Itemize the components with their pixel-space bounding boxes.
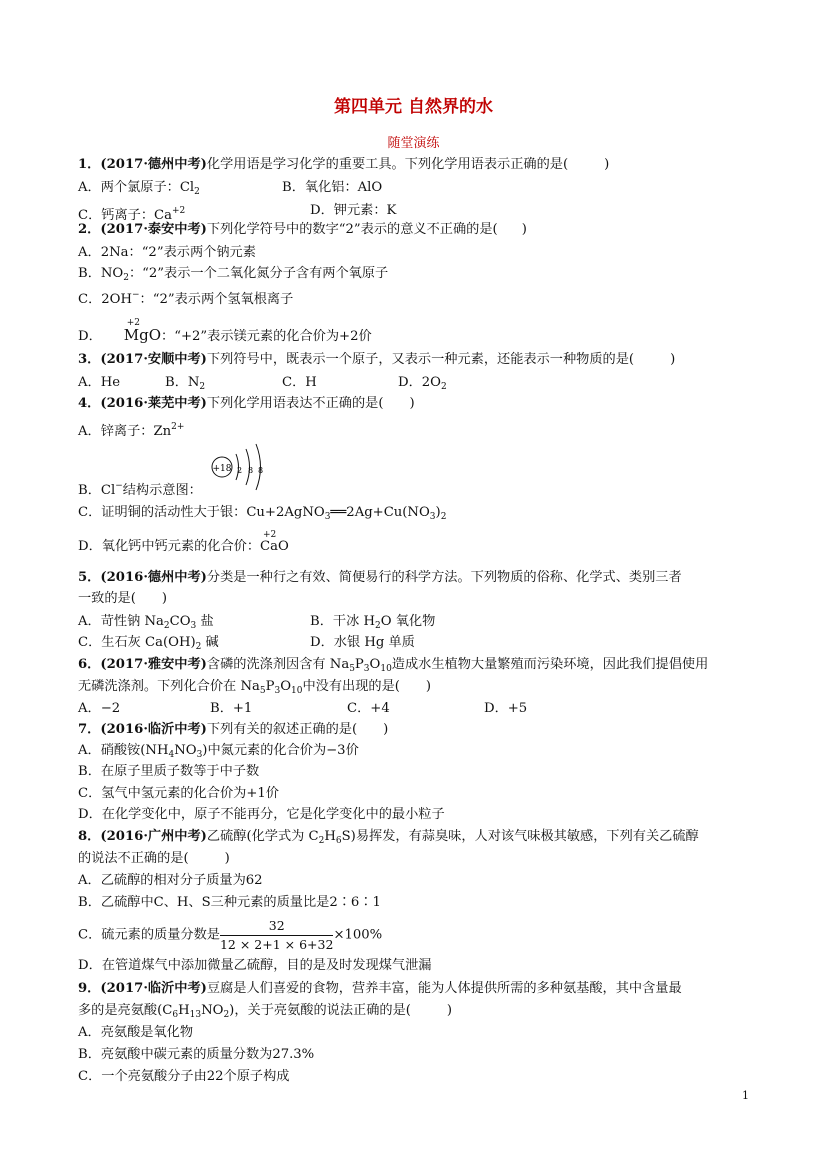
q8-option-d[interactable]: D．在管道煤气中添加微量乙硫醇，目的是及时发现煤气泄漏 — [78, 958, 432, 973]
shell-1-electrons: 2 — [237, 466, 243, 475]
question-4-stem: 4．(2016·莱芜中考)下列化学用语表达不正确的是( ) — [78, 396, 415, 411]
page-title: 第四单元 自然界的水 — [334, 97, 493, 117]
q5-option-d[interactable]: D．水银 Hg 单质 — [310, 635, 415, 650]
q7-option-b[interactable]: B．在原子里质子数等于中子数 — [78, 764, 260, 779]
q1-option-d[interactable]: D．钾元素：K — [310, 203, 397, 218]
question-5-stem: 5．(2016·德州中考)分类是一种行之有效、简便易行的科学方法。下列物质的俗称、化学式、类别三者 — [78, 570, 682, 585]
question-2-stem: 2．(2017·泰安中考)下列化学符号中的数字“2”表示的意义不正确的是( ) — [78, 222, 527, 237]
q3-option-b[interactable]: B．$N_2$ — [165, 375, 206, 392]
q6-option-c[interactable]: C．+4 — [347, 701, 390, 716]
q9-option-c[interactable]: C．一个亮氨酸分子由22个原子构成 — [78, 1069, 290, 1084]
q4-option-b[interactable]: B．Cl−结构示意图： — [78, 481, 202, 498]
question-8-stem-line2: 的说法不正确的是( ) — [78, 851, 230, 866]
q8-option-b[interactable]: B．乙硫醇中C、H、S三种元素的质量比是2∶6∶1 — [78, 895, 381, 910]
q4-option-a[interactable]: A．锌离子：$Zn^{2+}$ — [78, 422, 185, 439]
question-5-stem-line2: 一致的是( ) — [78, 591, 168, 606]
q7-option-c[interactable]: C．氢气中氢元素的化合价为+1价 — [78, 786, 279, 801]
cao-formula: CaO — [260, 539, 289, 554]
nucleus-charge: +18 — [212, 464, 232, 474]
page-subtitle: 随堂演练 — [387, 136, 440, 151]
q7-option-d[interactable]: D．在化学变化中，原子不能再分，它是化学变化中的最小粒子 — [78, 807, 445, 822]
q6-option-b[interactable]: B．+1 — [210, 701, 253, 716]
question-6-stem-line2: 无磷洗涤剂。下列化合价在 $Na_5P_3O_{10}$中没有出现的是( ) — [78, 679, 432, 696]
question-3-stem: 3．(2017·安顺中考)下列符号中，既表示一个原子，又表示一种元素，还能表示一种物质的是( ) — [78, 352, 676, 367]
cl-ion-structure-diagram — [208, 442, 272, 492]
q3-option-c[interactable]: C．H — [282, 375, 317, 390]
q7-option-a[interactable]: A．硝酸铵$(NH_4NO_3)$中氮元素的化合价为−3价 — [78, 743, 359, 760]
q5-option-b[interactable]: B．干冰 $H_2O$ 氧化物 — [310, 614, 436, 631]
mass-fraction-formula: $\frac{32}{12 \times 2+1 \times 6+32}$ — [219, 918, 334, 952]
q6-option-d[interactable]: D．+5 — [484, 701, 528, 716]
question-9-stem-line2: 多的是亮氨酸$(C_6H_{13}NO_2)$，关于亮氨酸的说法正确的是( ) — [78, 1003, 453, 1020]
q9-option-b[interactable]: B．亮氨酸中碳元素的质量分数为27.3% — [78, 1047, 315, 1062]
q5-option-a[interactable]: A．苛性钠 $Na_2CO_3$ 盐 — [78, 614, 214, 631]
question-7-stem: 7．(2016·临沂中考)下列有关的叙述正确的是( ) — [78, 722, 389, 737]
q2-option-d[interactable]: D． +2 MgO：“+2”表示镁元素的化合价为+2价 — [78, 327, 372, 345]
shell-2-electrons: 8 — [248, 466, 254, 475]
q1-option-c[interactable]: C．钙离子：$Ca^{+2}$ — [78, 206, 186, 223]
q1-option-b[interactable]: B．氧化铝：AlO — [282, 180, 383, 195]
shell-3-electrons: 8 — [258, 466, 264, 475]
question-6-stem: 6．(2017·雅安中考)含磷的洗涤剂因含有 $Na_5P_3O_{10}$造成水生植物大量繁殖而污染环境，因此我们提倡使用 — [78, 657, 709, 674]
valence-mark: +2 — [263, 530, 277, 540]
question-8-stem: 8．(2016·广州中考)乙硫醇(化学式为 $C_2H_6S$)易挥发，有蒜臭味，人对该气味极其敏感，下列有关乙硫醇 — [78, 829, 699, 846]
valence-mark: +2 — [126, 318, 141, 328]
q4-option-c[interactable]: C．证明铜的活动性大于银：$Cu+2AgNO_3══2Ag+Cu(NO_3)_2$ — [78, 505, 447, 522]
question-1-stem: 1．(2017·德州中考)化学用语是学习化学的重要工具。下列化学用语表示正确的是( ) — [78, 157, 610, 172]
q4-option-d[interactable]: D．氧化钙中钙元素的化合价： +2 CaO — [78, 539, 289, 555]
q5-option-c[interactable]: C．生石灰 $Ca(OH)_2$ 碱 — [78, 635, 219, 652]
q9-option-a[interactable]: A．亮氨酸是氧化物 — [78, 1025, 194, 1040]
q2-option-a[interactable]: A．2Na：“2”表示两个钠元素 — [78, 245, 256, 260]
q3-option-a[interactable]: A．He — [78, 375, 121, 390]
q1-option-a[interactable]: A．两个氯原子：$Cl_2$ — [78, 180, 200, 197]
q3-option-d[interactable]: D．$2O_2$ — [398, 375, 447, 392]
q2-option-b[interactable]: B．$NO_2$：“2”表示一个二氧化氮分子含有两个氧原子 — [78, 266, 389, 283]
q2-option-c[interactable]: C．2OH−：“2”表示两个氢氧根离子 — [78, 290, 294, 307]
mgo-formula: MgO — [123, 326, 162, 344]
q8-option-a[interactable]: A．乙硫醇的相对分子质量为62 — [78, 873, 263, 888]
page-number: 1 — [742, 1089, 749, 1102]
question-9-stem: 9．(2017·临沂中考)豆腐是人们喜爱的食物，营养丰富，能为人体提供所需的多种氨基酸，其中含量最 — [78, 981, 682, 996]
q8-option-c[interactable]: C．硫元素的质量分数是 $\frac{32}{12 \times 2+1 \times 6+32}$ ×100% — [78, 918, 383, 952]
q6-option-a[interactable]: A．−2 — [78, 701, 121, 716]
